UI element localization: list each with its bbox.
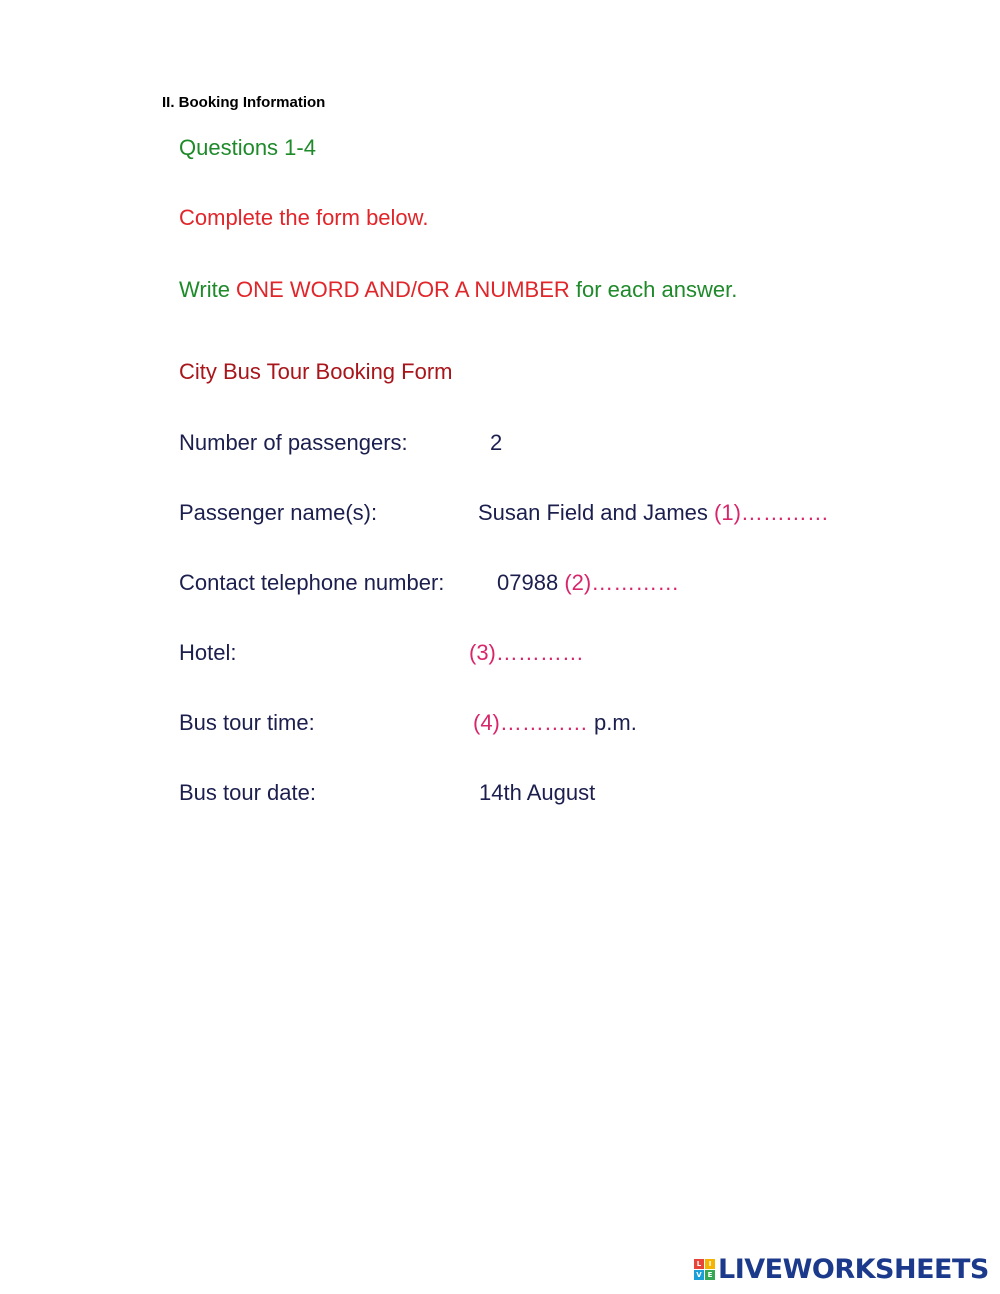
answer-blank-3[interactable]	[469, 639, 584, 667]
form-row-phone	[179, 569, 939, 597]
form-row-date	[179, 779, 939, 807]
passengers-value: 2	[490, 430, 503, 455]
date-label: Bus tour date:	[179, 780, 316, 805]
blank-dots-3[interactable]: …………	[495, 640, 584, 665]
hotel-label: Hotel:	[179, 640, 237, 665]
instruction-suffix: for each answer.	[569, 277, 738, 302]
answer-blank-2[interactable]	[564, 570, 679, 595]
passengers-label: Number of passengers:	[179, 430, 408, 455]
instruction-emphasis: ONE WORD AND/OR A NUMBER	[236, 277, 570, 302]
instruction-prefix: Write	[179, 277, 237, 302]
logo-mark-icon	[694, 1259, 715, 1280]
liveworksheets-logo	[694, 1254, 989, 1284]
logo-text: LIVEWORKSHEETS	[718, 1253, 989, 1285]
form-row-time	[179, 709, 939, 737]
names-value: Susan Field and James	[478, 500, 708, 525]
answer-blank-4[interactable]	[473, 710, 588, 735]
blank-dots-1[interactable]: …………	[740, 500, 829, 525]
phone-label: Contact telephone number:	[179, 570, 445, 595]
blank-number-1: (1)	[714, 500, 741, 525]
time-label: Bus tour time:	[179, 710, 315, 735]
blank-dots-4[interactable]: …………	[499, 710, 588, 735]
phone-value-group	[497, 569, 679, 597]
answer-blank-1[interactable]	[714, 500, 829, 525]
blank-dots-2[interactable]: …………	[591, 570, 680, 595]
section-title: II. Booking Information	[162, 94, 326, 111]
blank-number-2: (2)	[564, 570, 592, 595]
phone-value: 07988	[497, 570, 559, 595]
names-label: Passenger name(s):	[179, 500, 378, 525]
form-row-names	[179, 499, 939, 527]
form-row-passengers	[179, 429, 939, 457]
date-value: 14th August	[479, 780, 596, 805]
instruction-complete-form: Complete the form below.	[179, 205, 429, 230]
form-row-hotel	[179, 639, 939, 667]
blank-number-3: (3)	[469, 640, 496, 665]
instruction-word-limit	[179, 276, 737, 304]
logo-mark-cell: L	[694, 1259, 704, 1269]
time-value-group	[473, 709, 637, 737]
logo-mark-cell: V	[694, 1270, 704, 1280]
names-value-group	[478, 499, 829, 527]
logo-mark-cell: E	[705, 1270, 715, 1280]
form-title: City Bus Tour Booking Form	[179, 359, 453, 384]
logo-mark-cell: I	[705, 1259, 715, 1269]
time-suffix: p.m.	[594, 710, 637, 735]
blank-number-4: (4)	[473, 710, 500, 735]
questions-heading: Questions 1-4	[179, 135, 316, 160]
